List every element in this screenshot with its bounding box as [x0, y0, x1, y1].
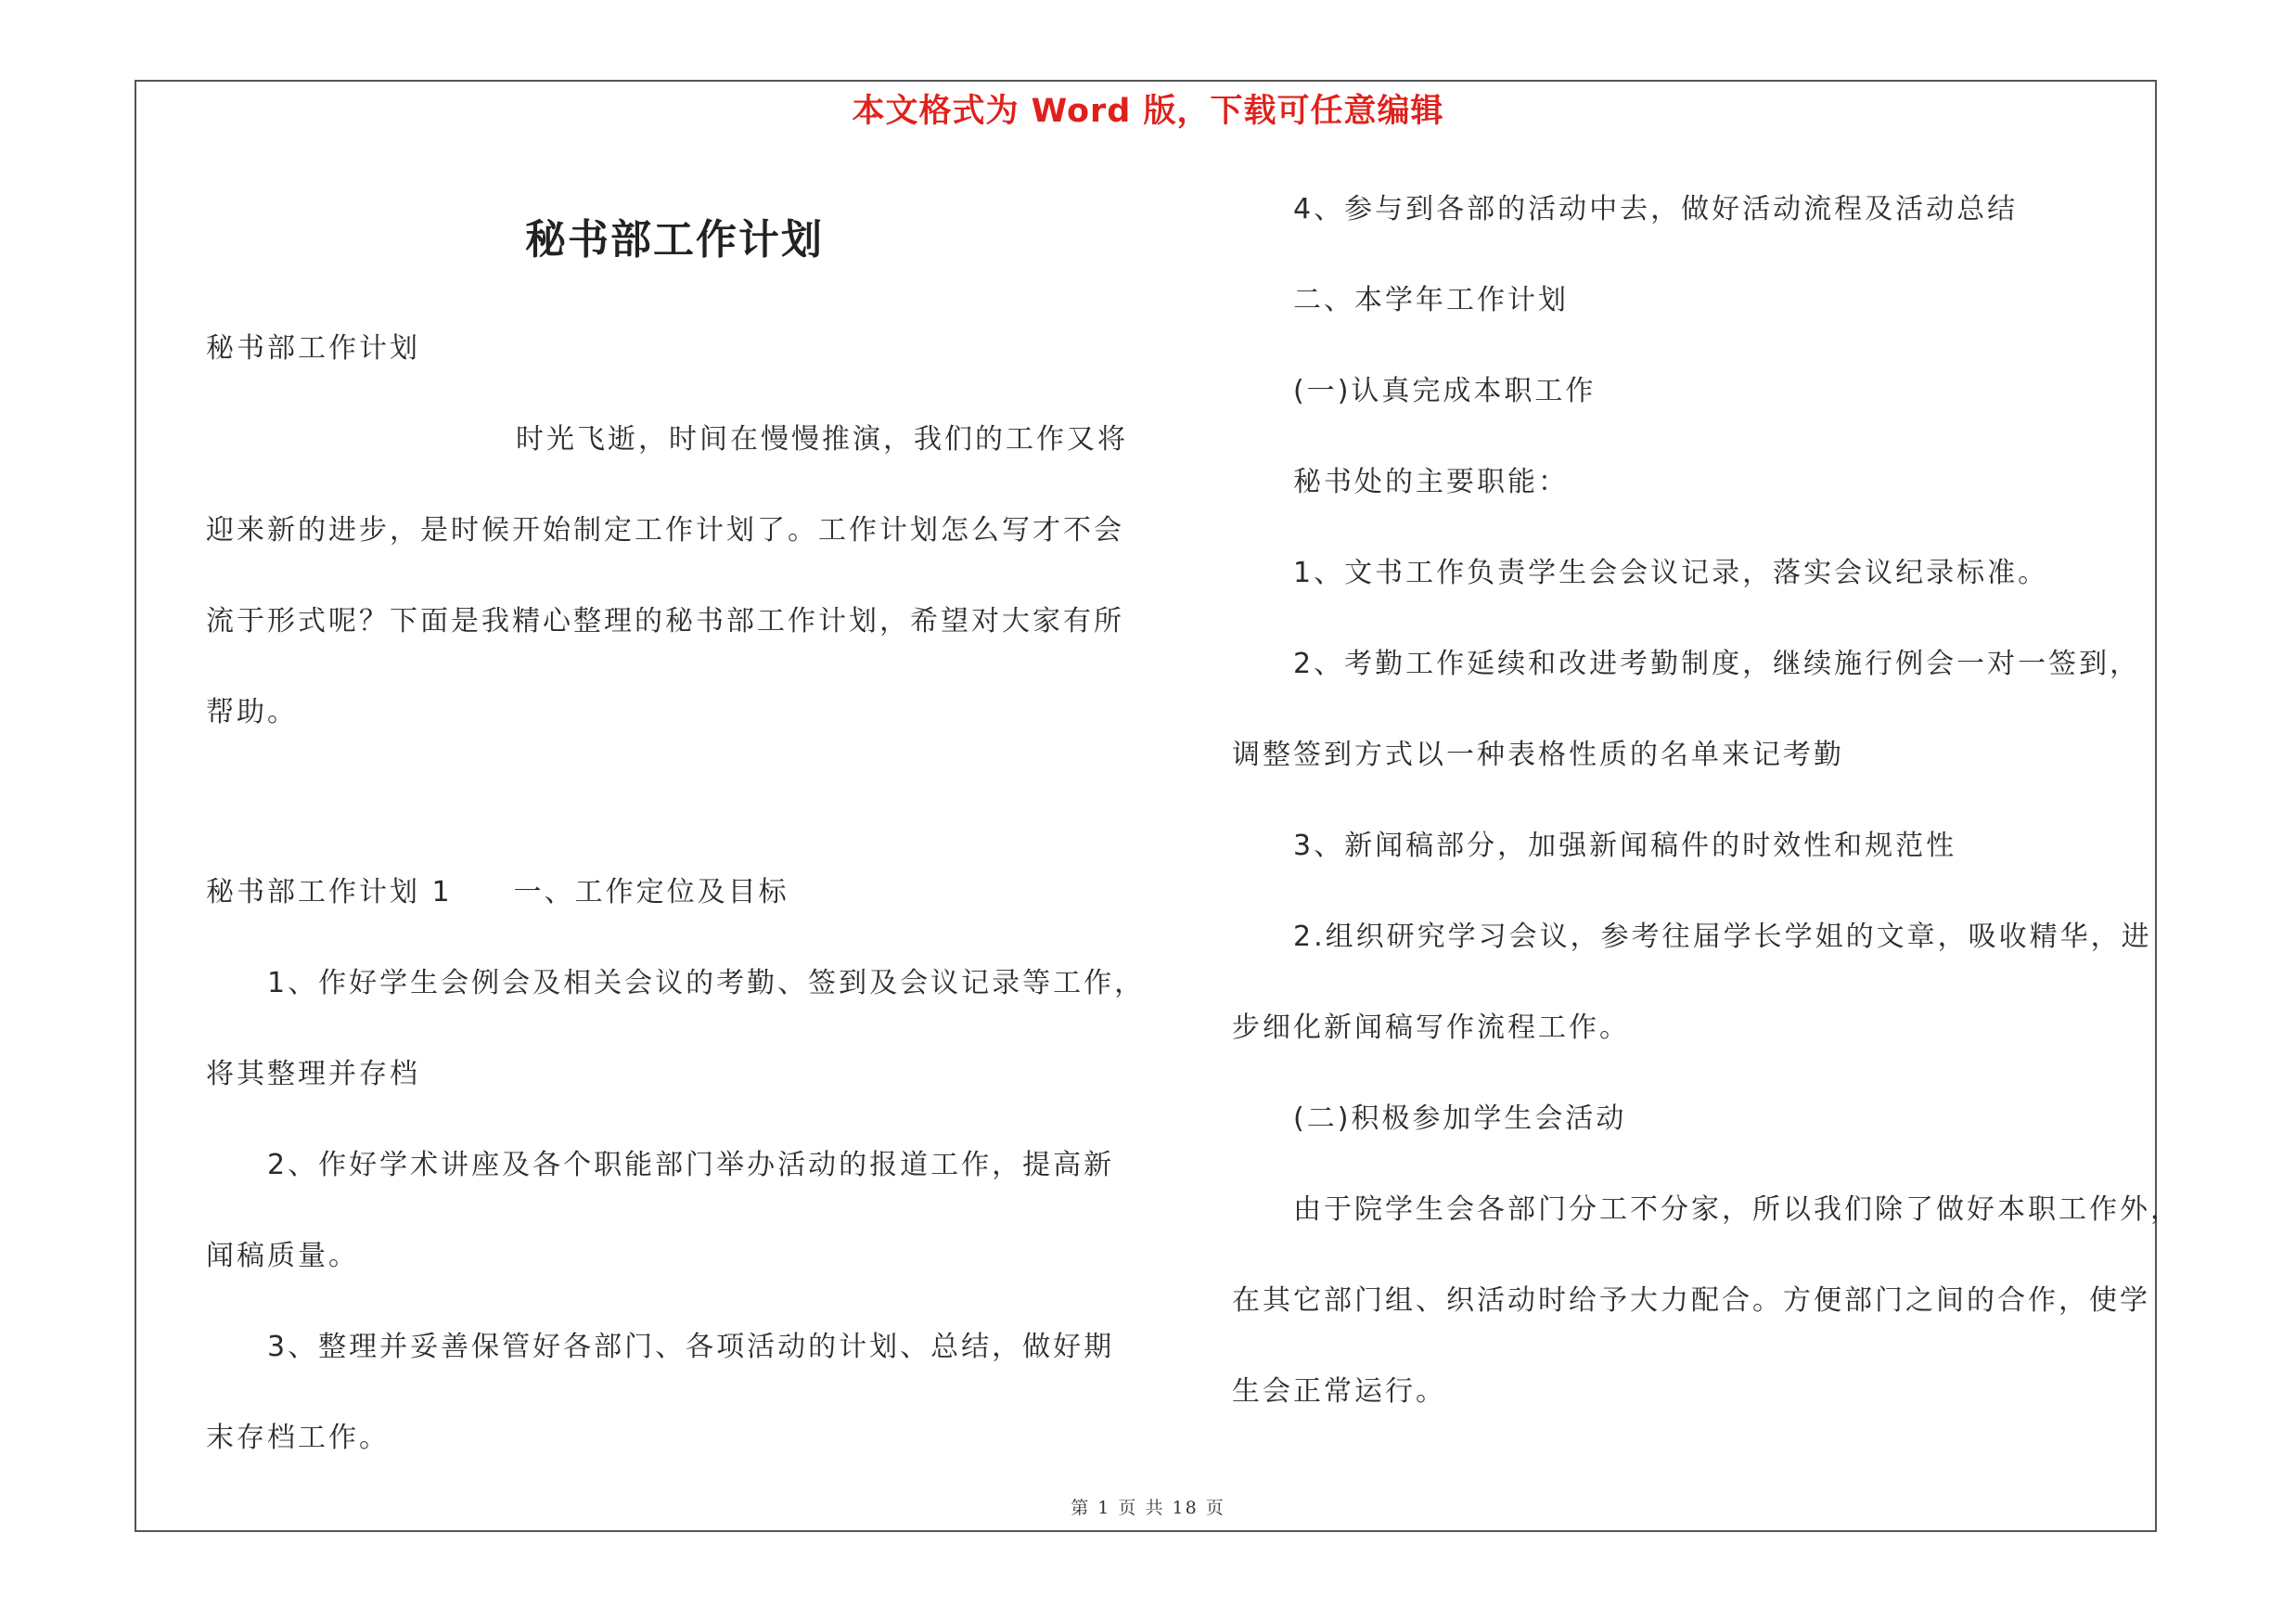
paragraph-line: 帮助。 — [206, 696, 298, 728]
paragraph-line: 迎来新的进步，是时候开始制定工作计划了。工作计划怎么写才不会 — [206, 514, 1124, 547]
paragraph-line: 调整签到方式以一种表格性质的名单来记考勤 — [1232, 739, 1844, 771]
paragraph-line: 2.组织研究学习会议，参考往届学长学姐的文章，吸收精华，进 — [1293, 921, 2152, 953]
paragraph-line: 由于院学生会各部门分工不分家，所以我们除了做好本职工作外， — [1293, 1193, 2181, 1226]
subsection-heading: (一)认真完成本职工作 — [1293, 375, 1597, 407]
paragraph-line: 秘书处的主要职能： — [1293, 466, 1569, 498]
paragraph-line: 2、考勤工作延续和改进考勤制度，继续施行例会一对一签到， — [1293, 648, 2141, 680]
paragraph-line: 将其整理并存档 — [206, 1058, 420, 1090]
paragraph-line: 1、文书工作负责学生会会议记录，落实会议纪录标准。 — [1293, 557, 2049, 589]
paragraph-line: 生会正常运行。 — [1232, 1375, 1446, 1408]
paragraph-line: 在其它部门组、织活动时给予大力配合。方便部门之间的合作，使学 — [1232, 1284, 2150, 1317]
paragraph-line: 末存档工作。 — [206, 1422, 390, 1454]
paragraph-line: 4、参与到各部的活动中去，做好活动流程及活动总结 — [1293, 193, 2019, 225]
word-format-banner: 本文格式为 Word 版，下载可任意编辑 — [852, 93, 1444, 130]
paragraph-line: 秘书部工作计划 — [206, 332, 420, 365]
page-number-footer: 第 1 页 共 18 页 — [1071, 1498, 1225, 1518]
section-heading: 秘书部工作计划 1 一、工作定位及目标 — [206, 876, 789, 908]
section-heading: 二、本学年工作计划 — [1293, 284, 1569, 316]
paragraph-line: 2、作好学术讲座及各个职能部门举办活动的报道工作，提高新 — [267, 1149, 1115, 1181]
paragraph-line: 时光飞逝，时间在慢慢推演，我们的工作又将 — [516, 423, 1128, 456]
paragraph-line: 流于形式呢？下面是我精心整理的秘书部工作计划，希望对大家有所 — [206, 605, 1124, 638]
document-title: 秘书部工作计划 — [525, 216, 824, 264]
paragraph-line: 1、作好学生会例会及相关会议的考勤、签到及会议记录等工作， — [267, 967, 1146, 999]
paragraph-line: 步细化新闻稿写作流程工作。 — [1232, 1011, 1630, 1044]
paragraph-line: 闻稿质量。 — [206, 1240, 359, 1272]
paragraph-line: 3、新闻稿部分，加强新闻稿件的时效性和规范性 — [1293, 830, 1957, 862]
subsection-heading: (二)积极参加学生会活动 — [1293, 1102, 1627, 1135]
paragraph-line: 3、整理并妥善保管好各部门、各项活动的计划、总结，做好期 — [267, 1331, 1115, 1363]
